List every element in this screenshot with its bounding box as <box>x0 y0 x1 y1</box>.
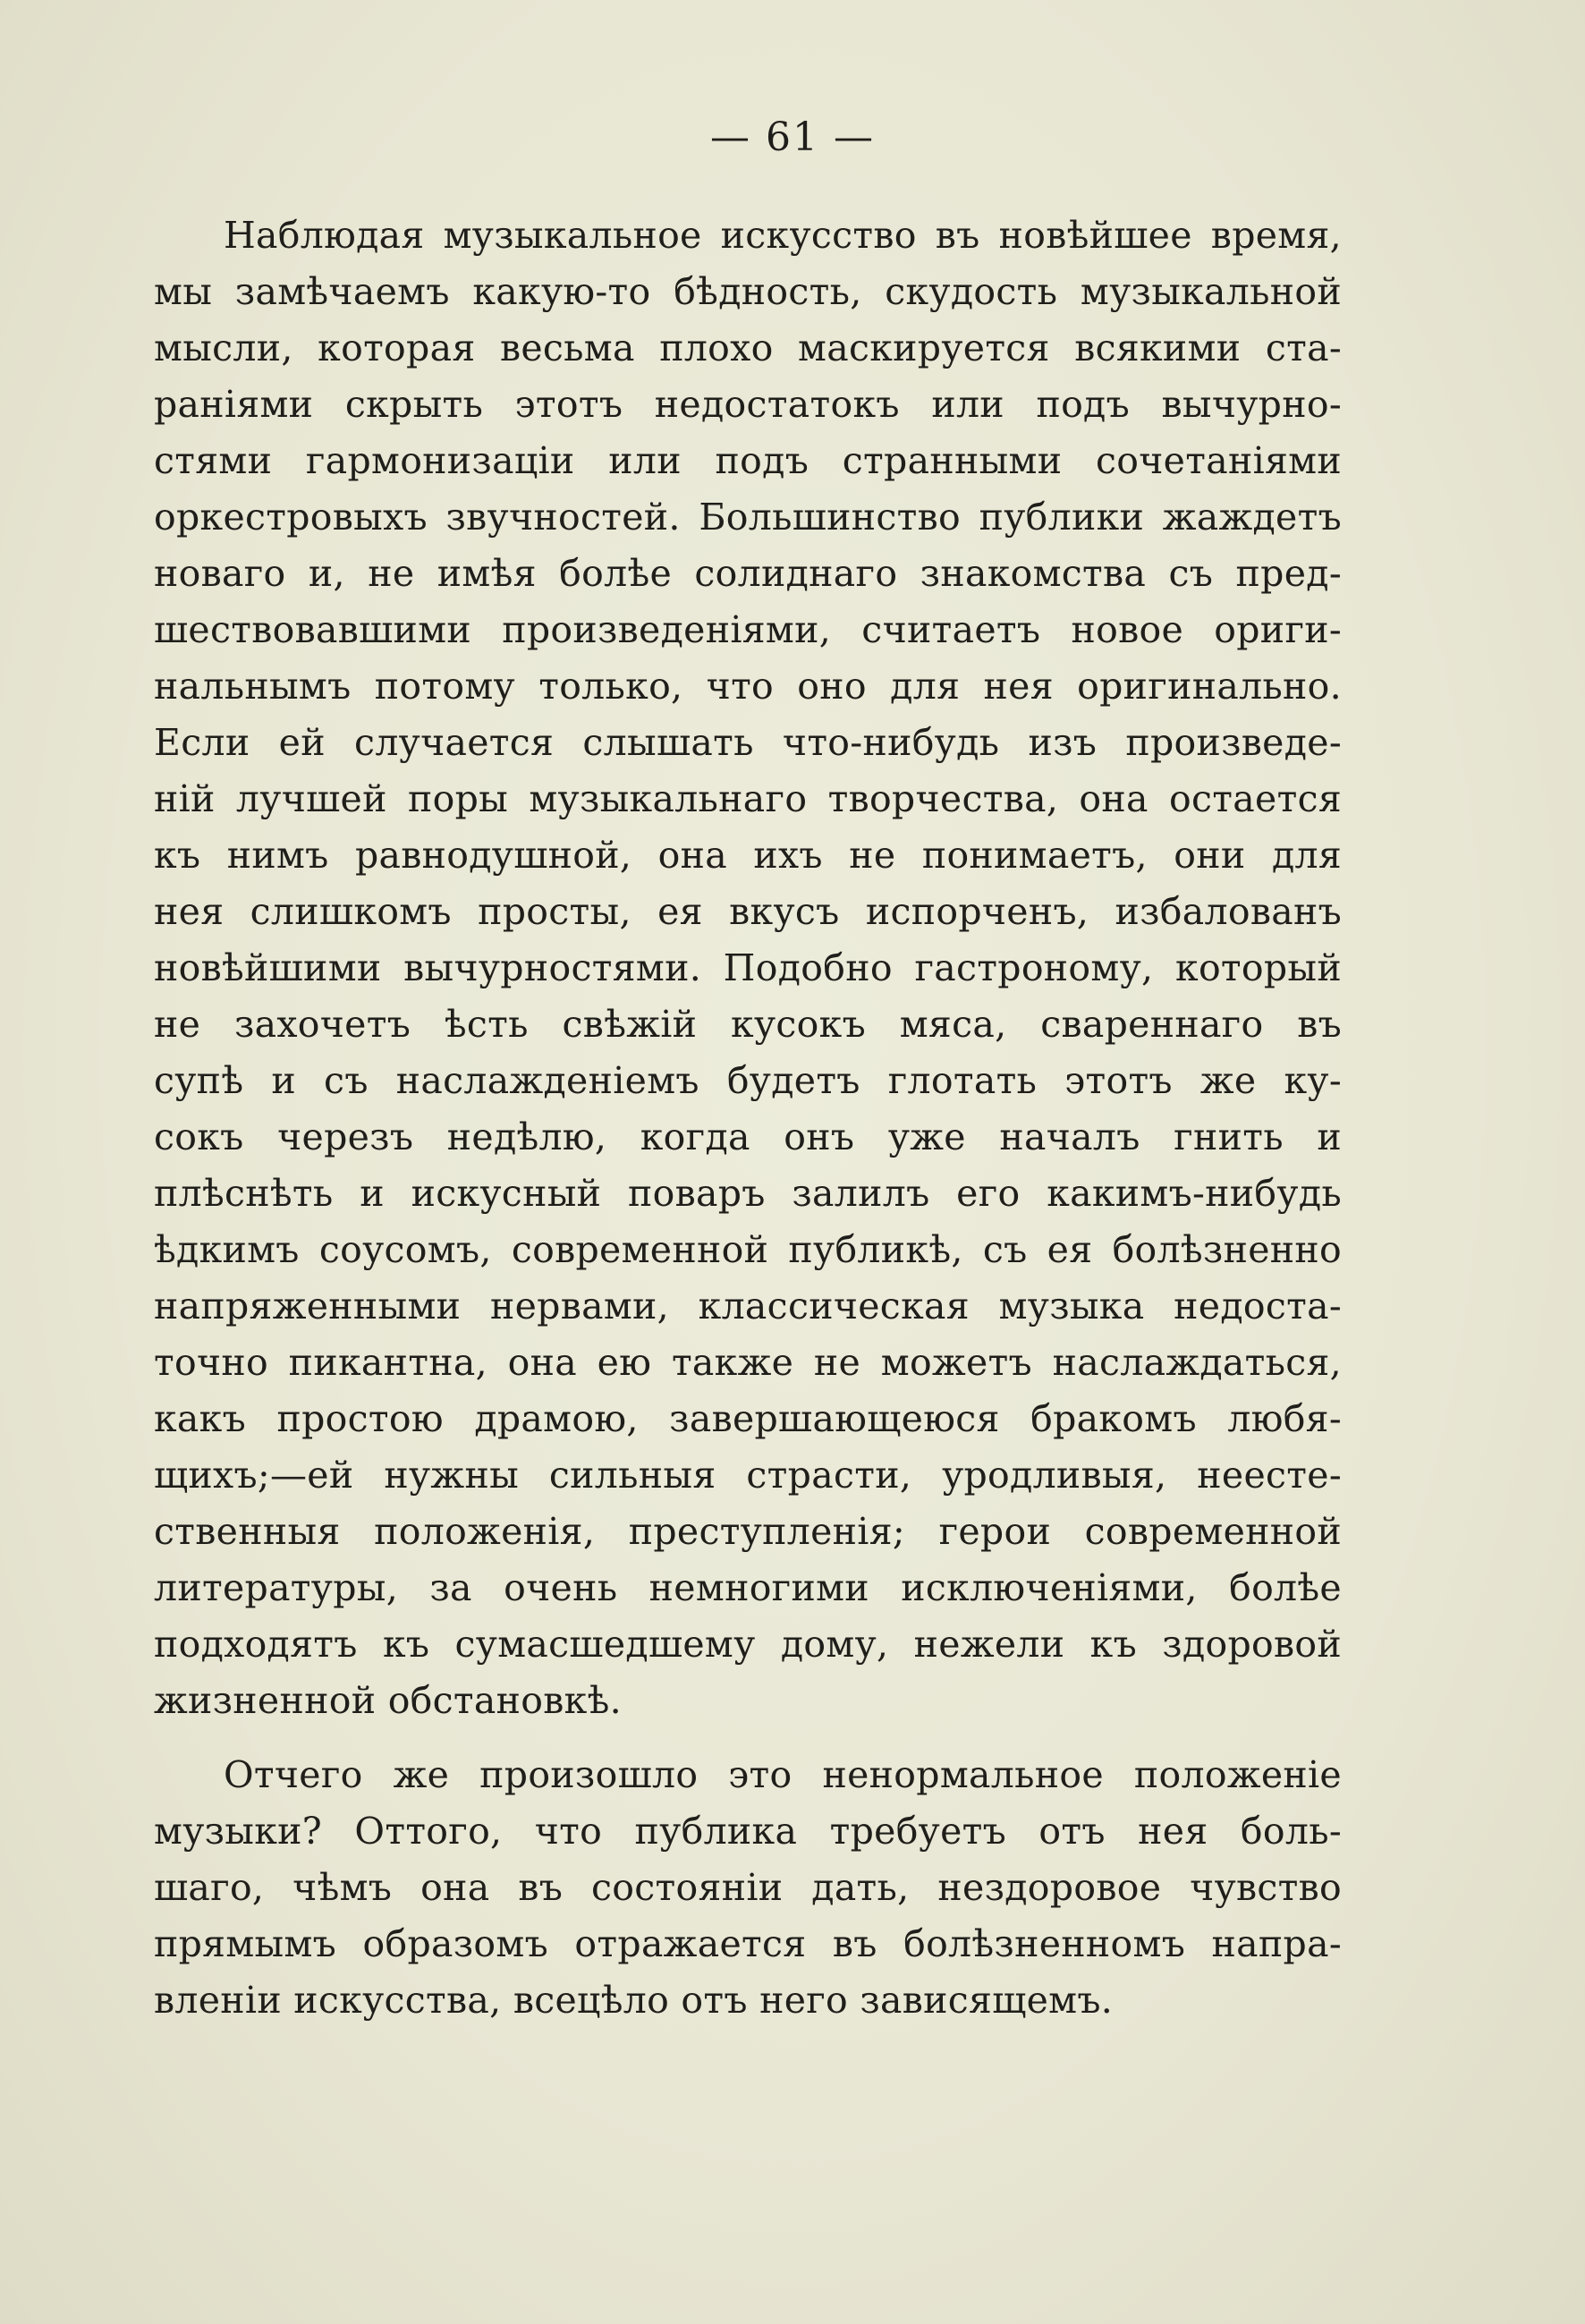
text-line: точно пикантна, она ею также не можетъ наслаждаться, <box>154 1341 1342 1384</box>
text-line: не захочетъ ѣсть свѣжій кусокъ мяса, свареннаго въ <box>154 1003 1342 1046</box>
page-number: — 61 — <box>710 115 875 160</box>
text-line: подходятъ къ сумасшедшему дому, нежели къ здоровой <box>154 1623 1342 1666</box>
text-line: супѣ и съ наслажденіемъ будетъ глотать этотъ же ку- <box>154 1059 1342 1102</box>
text-line: новаго и, не имѣя болѣе солиднаго знакомства съ пред- <box>154 552 1342 595</box>
text-line: шествовавшими произведеніями, считаетъ новое ориги- <box>154 608 1342 651</box>
text-line: щихъ;—ей нужны сильныя страсти, уродливыя, неесте- <box>154 1454 1342 1497</box>
text-line: ній лучшей поры музыкальнаго творчества, она остается <box>154 777 1342 820</box>
text-line: напряженными нервами, классическая музыка недоста- <box>154 1285 1342 1327</box>
text-line: какъ простою драмою, завершающеюся бракомъ любя- <box>154 1397 1342 1440</box>
text-line: жизненной обстановкѣ. <box>154 1679 622 1722</box>
text-line: прямымъ образомъ отражается въ болѣзненномъ напра- <box>154 1922 1342 1965</box>
body-text <box>154 208 1342 2029</box>
text-line: мысли, которая весьма плохо маскируется всякими ста- <box>154 327 1342 369</box>
text-line: мы замѣчаемъ какую-то бѣдность, скудость музыкальной <box>154 270 1342 313</box>
text-line: оркестровыхъ звучностей. Большинство публики жаждетъ <box>154 496 1342 539</box>
text-line: вленіи искусства, всецѣло отъ него зависящемъ. <box>154 1979 1114 2022</box>
text-line: ственныя положенія, преступленія; герои современной <box>154 1510 1342 1553</box>
paragraph-gap <box>154 1729 1342 1747</box>
text-line: литературы, за очень немногими исключеніями, болѣе <box>154 1566 1342 1609</box>
text-line: стями гармонизаціи или подъ странными сочетаніями <box>154 439 1342 482</box>
text-line: раніями скрыть этотъ недостатокъ или подъ вычурно- <box>154 383 1342 426</box>
text-line: плѣснѣть и искусный поваръ залилъ его какимъ-нибудь <box>154 1172 1342 1215</box>
text-line: къ нимъ равнодушной, она ихъ не понимаетъ, они для <box>154 834 1342 877</box>
text-line: новѣйшими вычурностями. Подобно гастроному, который <box>154 946 1342 989</box>
text-line: музыки? Оттого, что публика требуетъ отъ нея боль- <box>154 1810 1342 1853</box>
text-line: Если ей случается слышать что-нибудь изъ произведе- <box>154 721 1342 764</box>
text-line: Наблюдая музыкальное искусство въ новѣйшее время, <box>224 214 1342 257</box>
text-line: Отчего же произошло это ненормальное положеніе <box>224 1753 1342 1796</box>
text-line: нальнымъ потому только, что оно для нея оригинально. <box>154 665 1342 708</box>
text-line: сокъ черезъ недѣлю, когда онъ уже началъ гнить и <box>154 1115 1342 1158</box>
paragraph <box>154 1747 1342 2029</box>
text-line: ѣдкимъ соусомъ, современной публикѣ, съ ея болѣзненно <box>154 1228 1342 1271</box>
text-line: шаго, чѣмъ она въ состояніи дать, нездоровое чувство <box>154 1866 1342 1909</box>
text-line: нея слишкомъ просты, ея вкусъ испорченъ, избалованъ <box>154 890 1342 933</box>
paragraph <box>154 208 1342 1729</box>
